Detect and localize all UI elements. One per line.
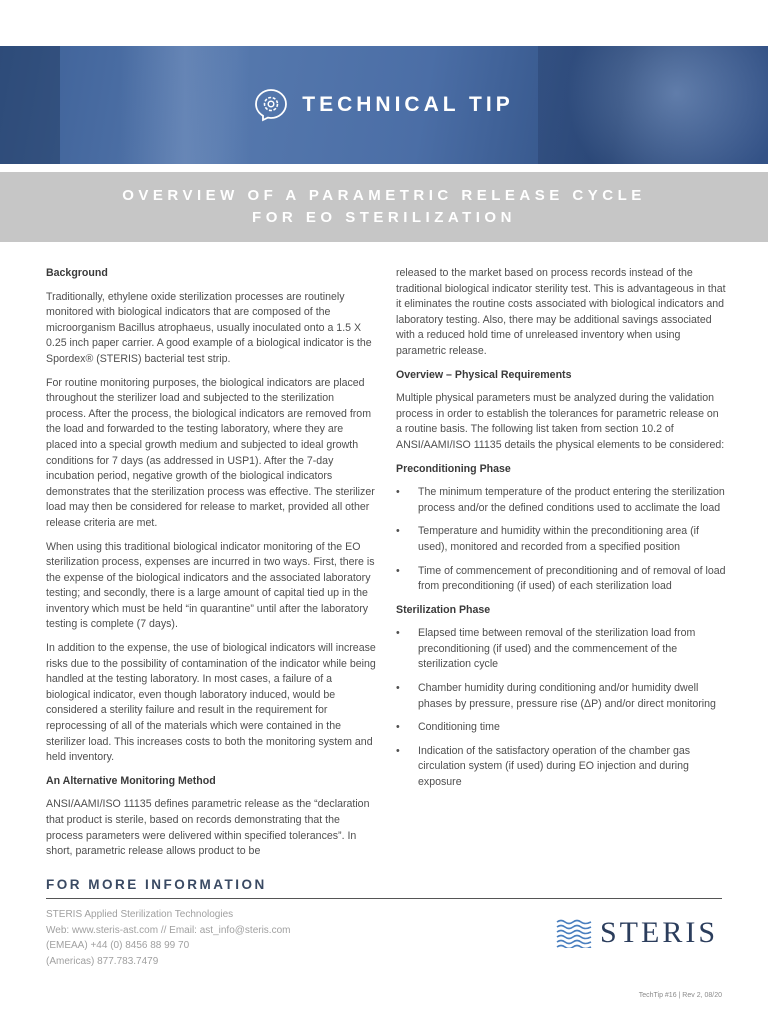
paragraph: For routine monitoring purposes, the biological indicators are placed throughout the sterilizer load and subjected to the sterilization process. After the process, the biological indicators are removed from the load and forwarded to the testing laboratory, where they are placed into a special growth medium and subjected to ideal growth conditions for 7 days (as addressed in USP1). After the 7-day incubation period, negative growth of the biological indicators demonstrates that the sterilization process was effective. The sterilizer load may then be considered for release to market, provided all other release criteria are met. — [46, 376, 375, 529]
steris-waves-logo-icon — [556, 918, 592, 948]
overview-heading: Overview – Physical Requirements — [396, 368, 572, 381]
list-item — [396, 744, 726, 791]
paragraph: released to the market based on process records instead of the traditional biological indicator sterility test. This is advantageous in that it eliminates the routine costs associated with biological indicators and laboratory testing. Also, there may be additional savings associated with a reduced hold time of unreleased inventory when using parametric release. — [396, 267, 726, 357]
list-item-text: Temperature and humidity within the preconditioning area (if used), monitored and recorded from a specified position — [418, 525, 699, 553]
background-heading: Background — [46, 267, 108, 279]
list-item — [396, 626, 726, 673]
list-item — [396, 564, 726, 595]
preconditioning-heading: Preconditioning Phase — [396, 462, 511, 475]
paragraph: Traditionally, ethylene oxide sterilization processes are routinely monitored with biological indicators that are composed of the microorganism Bacillus atrophaeus, usually inoculated onto a 1.5 X 0.25 inch paper carrier. A good example of a biological indicator is the Spordex® (STERIS) bacterial test strip. — [46, 290, 372, 365]
list-item — [396, 681, 726, 712]
list-item — [396, 720, 726, 736]
bullet: • — [396, 627, 400, 640]
list-item — [396, 485, 726, 516]
document-title-line-1: OVERVIEW OF A PARAMETRIC RELEASE CYCLE — [122, 187, 646, 204]
paragraph: When using this traditional biological indicator monitoring of the EO sterilization process, expenses are incurred in two ways. First, there is the expense of the biological indicators and the associated laboratory testing; and secondly, there is a large amount of capital tied up in the inventory which must be held “in quarantine” until after the laboratory testing is complete (7 days). — [46, 540, 375, 631]
americas-phone: (Americas) 877.783.7479 — [46, 955, 159, 967]
paragraph: Multiple physical parameters must be analyzed during the validation process in order to establish the tolerances for parametric release on a routine basis. The following list taken from section 10.2 of ANSI/AAMI/ISO 11135 details the physical elements to be considered: — [396, 392, 725, 451]
steris-logo — [556, 916, 718, 950]
gear-speech-bubble-icon — [254, 88, 288, 122]
bullet: • — [396, 486, 400, 499]
logo-text: STERIS — [600, 916, 719, 949]
list-item-text: Chamber humidity during conditioning and/or humidity dwell phases by pressure, pressure rise (ΔP) and/or direct monitoring — [418, 682, 716, 710]
bullet: • — [396, 744, 400, 757]
left-column — [46, 266, 376, 868]
list-item-text: Indication of the satisfactory operation of the chamber gas circulation system (if used) during EO injection and during exposure — [418, 744, 691, 789]
list-item-text: Conditioning time — [418, 721, 500, 734]
document-title-bar — [0, 172, 768, 242]
emeaa-phone: (EMEAA) +44 (0) 8456 88 99 70 — [46, 940, 190, 951]
banner-title-group — [0, 46, 768, 164]
document-title-line-2: FOR EO STERILIZATION — [252, 209, 516, 226]
preconditioning-list — [396, 485, 726, 595]
banner-title: TECHNICAL TIP — [302, 93, 514, 116]
sterilization-list — [396, 626, 726, 790]
alternative-method-heading: An Alternative Monitoring Method — [46, 774, 216, 787]
divider — [46, 898, 722, 899]
bullet: • — [396, 525, 400, 538]
list-item — [396, 524, 726, 555]
list-item-text: Time of commencement of preconditioning and of removal of load from preconditioning (if used) of each sterilization load — [418, 564, 726, 593]
sterilization-heading: Sterilization Phase — [396, 603, 491, 616]
bullet: • — [396, 564, 400, 577]
list-item-text: The minimum temperature of the product entering the sterilization process and/or the defined conditions used to acclimate the load — [418, 486, 725, 514]
document-code: TechTip #16 | Rev 2, 08/20 — [638, 992, 722, 999]
paragraph: In addition to the expense, the use of biological indicators will increase risks due to the possibility of contamination of the indicator while being handled at the testing laboratory. In most cases, a failure of a biological indicator, even though laboratory induced, would be considered a sterility failure and result in the requirement for reprocessing of all of the materials which were contained in the sterilizer load. This increases costs to both the monitoring system and held inventory. — [46, 642, 376, 764]
list-item-text: Elapsed time between removal of the sterilization load from preconditioning (if used) and the commencement of the sterilization cycle — [418, 627, 696, 671]
paragraph: ANSI/AAMI/ISO 11135 defines parametric release as the “declaration that product is sterile, based on records demonstrating that the process parameters were delivered within specified tolerances”. In short, parametric release allows product to be — [46, 798, 370, 858]
header-banner — [0, 46, 768, 164]
right-column — [396, 266, 726, 799]
more-info-title: FOR MORE INFORMATION — [46, 877, 267, 892]
bullet: • — [396, 682, 400, 695]
bullet: • — [396, 721, 400, 734]
contact-block — [46, 907, 290, 969]
web-email: Web: www.steris-ast.com // Email: ast_info@steris.com — [46, 924, 291, 936]
company-name: STERIS Applied Sterilization Technologies — [46, 909, 234, 920]
